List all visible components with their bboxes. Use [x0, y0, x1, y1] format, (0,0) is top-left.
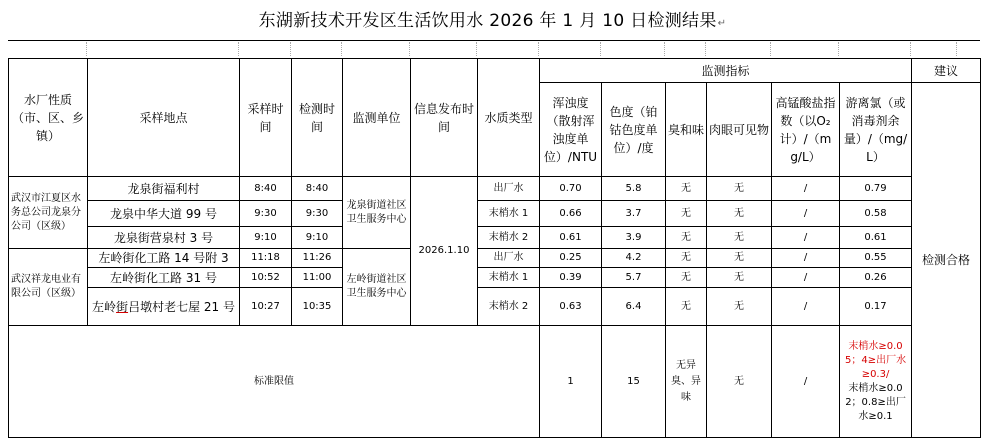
limit-chlorine-black: 末梢水≥0.02；0.8≥出厂水≥0.1	[845, 382, 906, 422]
odor-cell: 无	[666, 288, 707, 326]
document-title: 东湖新技术开发区生活饮用水 2026 年 1 月 10 日检测结果↵	[258, 11, 727, 31]
test-time-cell: 9:10	[292, 227, 343, 249]
visible-cell: 无	[707, 177, 772, 201]
table-row	[9, 288, 981, 326]
test-time-cell: 8:40	[292, 177, 343, 201]
color-cell: 6.4	[602, 288, 666, 326]
header-turbidity: 浑浊度（散射浑浊度单位）/NTU	[540, 83, 602, 177]
header-odor: 臭和味	[666, 83, 707, 177]
site-cell: 龙泉街福利村	[88, 177, 240, 201]
table-row	[9, 177, 981, 201]
header-indicators: 监测指标	[540, 59, 912, 83]
water-type-cell: 出厂水	[478, 177, 540, 201]
visible-cell: 无	[707, 268, 772, 288]
permanganate-cell: /	[772, 201, 840, 227]
plant-cell: 武汉祥龙电业有限公司（区级）	[9, 249, 88, 326]
color-cell: 4.2	[602, 249, 666, 268]
color-cell: 5.8	[602, 177, 666, 201]
top-rule	[8, 40, 980, 41]
limits-row	[9, 326, 981, 438]
odor-cell: 无	[666, 201, 707, 227]
sample-time-cell: 9:30	[240, 201, 292, 227]
permanganate-cell: /	[772, 268, 840, 288]
header-test-time: 检测时间	[292, 59, 343, 177]
sample-time-cell: 10:52	[240, 268, 292, 288]
limit-odor: 无异臭、异味	[666, 326, 707, 438]
permanganate-cell: /	[772, 177, 840, 201]
color-cell: 3.9	[602, 227, 666, 249]
header-permanganate: 高锰酸盐指数（以O₂计）/（mg/L）	[772, 83, 840, 177]
permanganate-cell: /	[772, 227, 840, 249]
turbidity-cell: 0.66	[540, 201, 602, 227]
header-row-1	[9, 59, 981, 83]
visible-cell: 无	[707, 288, 772, 326]
unit-cell: 龙泉街道社区卫生服务中心	[343, 177, 411, 249]
chlorine-cell: 0.26	[840, 268, 912, 288]
chlorine-cell: 0.55	[840, 249, 912, 268]
limit-permanganate: /	[772, 326, 840, 438]
header-sample-time: 采样时间	[240, 59, 292, 177]
header-unit: 监测单位	[343, 59, 411, 177]
turbidity-cell: 0.63	[540, 288, 602, 326]
turbidity-cell: 0.39	[540, 268, 602, 288]
header-water-type: 水质类型	[478, 59, 540, 177]
sample-time-cell: 8:40	[240, 177, 292, 201]
test-time-cell: 11:00	[292, 268, 343, 288]
limit-turbidity: 1	[540, 326, 602, 438]
limit-chlorine	[840, 326, 912, 438]
site-cell: 左岭街化工路 14 号附 3	[88, 249, 240, 268]
table-row	[9, 268, 981, 288]
water-type-cell: 末梢水 1	[478, 201, 540, 227]
header-color: 色度（铂钴色度单位）/度	[602, 83, 666, 177]
odor-cell: 无	[666, 227, 707, 249]
header-chlorine: 游离氯（或消毒剂余量）/（mg/L）	[840, 83, 912, 177]
table-row	[9, 249, 981, 268]
header-site: 采样地点	[88, 59, 240, 177]
limits-label: 标准限值	[9, 326, 540, 438]
visible-cell: 无	[707, 249, 772, 268]
chlorine-cell: 0.58	[840, 201, 912, 227]
turbidity-cell: 0.25	[540, 249, 602, 268]
visible-cell: 无	[707, 227, 772, 249]
color-cell: 3.7	[602, 201, 666, 227]
header-plant: 水厂性质（市、区、乡镇）	[9, 59, 88, 177]
water-type-cell: 出厂水	[478, 249, 540, 268]
permanganate-cell: /	[772, 249, 840, 268]
site-cell: 龙泉中华大道 99 号	[88, 201, 240, 227]
odor-cell: 无	[666, 177, 707, 201]
test-time-cell: 10:35	[292, 288, 343, 326]
turbidity-cell: 0.70	[540, 177, 602, 201]
chlorine-cell: 0.17	[840, 288, 912, 326]
color-cell: 5.7	[602, 268, 666, 288]
permanganate-cell: /	[772, 288, 840, 326]
site-cell: 左岭街化工路 31 号	[88, 268, 240, 288]
chlorine-cell: 0.79	[840, 177, 912, 201]
limit-visible: 无	[707, 326, 772, 438]
table-row	[9, 201, 981, 227]
limit-color: 15	[602, 326, 666, 438]
unit-cell: 左岭街道社区卫生服务中心	[343, 249, 411, 326]
site-cell: 龙泉街营泉村 3 号	[88, 227, 240, 249]
empty-table-row	[8, 42, 975, 56]
water-type-cell: 末梢水 2	[478, 227, 540, 249]
sample-time-cell: 9:10	[240, 227, 292, 249]
test-time-cell: 9:30	[292, 201, 343, 227]
plant-cell: 武汉市江夏区水务总公司龙泉分公司（区级）	[9, 177, 88, 249]
test-time-cell: 11:26	[292, 249, 343, 268]
publish-date-cell: 2026.1.10	[411, 177, 478, 326]
header-publish-time: 信息发布时间	[411, 59, 478, 177]
table-row	[9, 227, 981, 249]
chlorine-cell: 0.61	[840, 227, 912, 249]
sample-time-cell: 11:18	[240, 249, 292, 268]
turbidity-cell: 0.61	[540, 227, 602, 249]
result-cell: 检测合格	[912, 83, 981, 438]
odor-cell: 无	[666, 249, 707, 268]
visible-cell: 无	[707, 201, 772, 227]
results-table	[8, 58, 981, 438]
header-suggestion: 建议	[912, 59, 981, 83]
water-type-cell: 末梢水 1	[478, 268, 540, 288]
water-type-cell: 末梢水 2	[478, 288, 540, 326]
limit-chlorine-red: 末梢水≥0.05；4≥出厂水≥0.3/	[844, 340, 907, 380]
sample-time-cell: 10:27	[240, 288, 292, 326]
odor-cell: 无	[666, 268, 707, 288]
site-cell: 左岭街吕墩村老七屋 21 号	[88, 288, 240, 326]
header-visible: 肉眼可见物	[707, 83, 772, 177]
